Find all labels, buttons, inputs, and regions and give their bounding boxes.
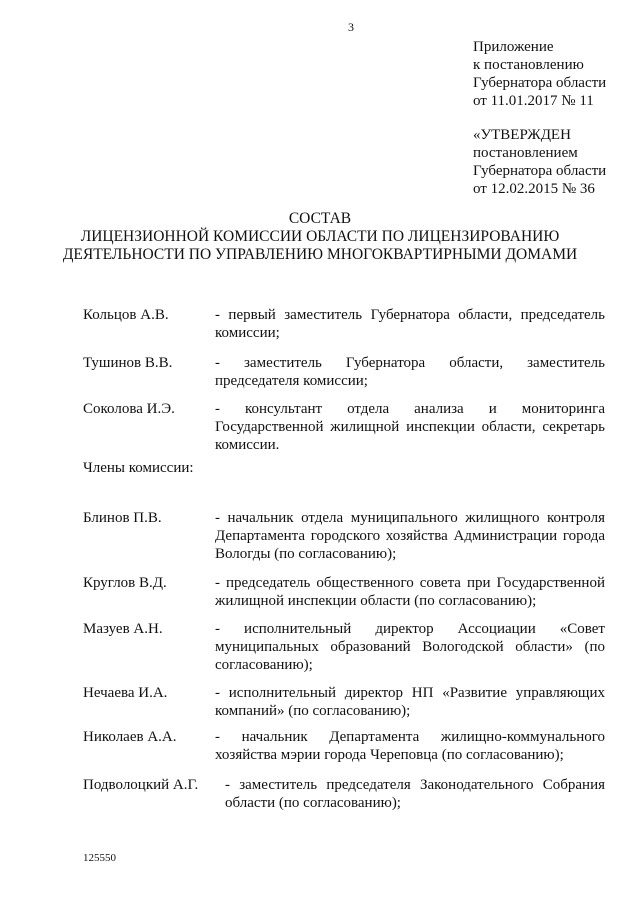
appendix-line: Приложение (473, 39, 554, 55)
member-name: Кольцов А.В. (83, 307, 169, 323)
member-name: Николаев А.А. (83, 729, 177, 745)
heading-line: ДЕЯТЕЛЬНОСТИ ПО УПРАВЛЕНИЮ МНОГОКВАРТИРНЫМИ ДОМАМИ (62, 246, 578, 263)
approved-line: «УТВЕРЖДЕН (473, 127, 571, 143)
approved-line: постановлением (473, 145, 578, 161)
document-heading (0, 210, 640, 264)
heading-line: ЛИЦЕНЗИОННОЙ КОМИССИИ ОБЛАСТИ ПО ЛИЦЕНЗИРОВАНИЮ (80, 228, 560, 245)
member-role: - исполнительный директор Ассоциации «Совет муниципальных образований Вологодской области» (по согласованию); (215, 621, 605, 673)
member-role: - консультант отдела анализа и мониторинга Государственной жилищной инспекции области, секретарь комиссии. (215, 401, 605, 453)
member-role: - председатель общественного совета при Государственной жилищной инспекции области (по согласованию); (215, 575, 605, 609)
member-role: - начальник отдела муниципального жилищного контроля Департамента городского хозяйства Администрации города Вологды (по согласованию); (215, 510, 605, 562)
appendix-line: Губернатора области (473, 75, 607, 91)
appendix-block (473, 38, 606, 110)
appendix-line: к постановлению (473, 57, 584, 73)
member-role: - заместитель председателя Законодательного Собрания области (по согласованию); (225, 777, 605, 811)
appendix-line: от 11.01.2017 № 11 (473, 93, 594, 109)
member-name: Мазуев А.Н. (83, 621, 163, 637)
member-name: Соколова И.Э. (83, 401, 175, 417)
member-role: - заместитель Губернатора области, заместитель председателя комиссии; (215, 355, 605, 389)
member-name: Блинов П.В. (83, 510, 162, 526)
member-role: - начальник Департамента жилищно-коммунального хозяйства мэрии города Череповца (по согласованию); (215, 729, 605, 763)
members-label: Члены комиссии: (83, 460, 194, 476)
member-name: Круглов В.Д. (83, 575, 167, 591)
approved-line: Губернатора области (473, 163, 607, 179)
approved-block (473, 126, 606, 198)
member-name: Нечаева И.А. (83, 685, 168, 701)
member-name: Подволоцкий А.Г. (83, 777, 199, 793)
approved-line: от 12.02.2015 № 36 (473, 181, 595, 197)
heading-line: СОСТАВ (288, 210, 352, 227)
member-name: Тушинов В.В. (83, 355, 173, 371)
document-code: 125550 (83, 852, 116, 864)
member-role: - первый заместитель Губернатора области, председатель комиссии; (215, 307, 605, 341)
member-role: - исполнительный директор НП «Развитие управляющих компаний» (по согласованию); (215, 685, 605, 719)
page-number: 3 (348, 20, 354, 34)
